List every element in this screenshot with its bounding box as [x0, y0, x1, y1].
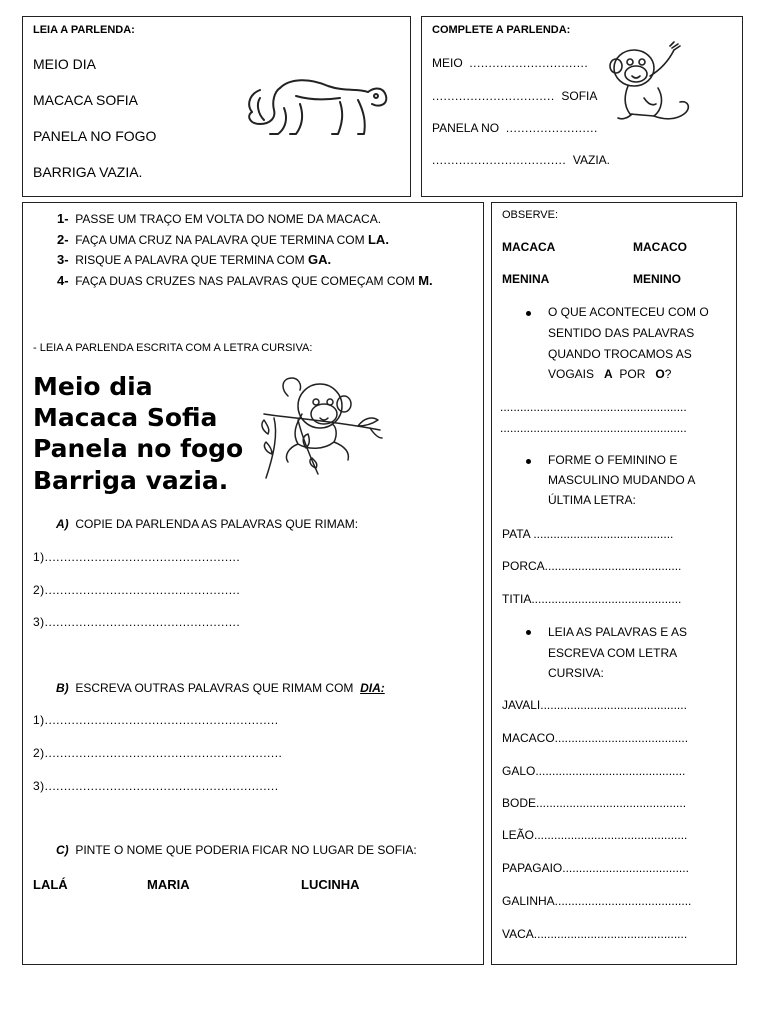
complete-line-3-blank[interactable]: ........................: [505, 121, 598, 135]
question-3-line: LEIA AS PALAVRAS E AS: [548, 625, 687, 639]
question-b-word: DIA:: [360, 681, 385, 695]
complete-line-2: [432, 89, 597, 103]
question-a-text: COPIE DA PARLENDA AS PALAVRAS QUE RIMAM:: [75, 517, 359, 531]
bullet-icon: [526, 630, 531, 635]
monkey-waving-image: [604, 40, 704, 124]
complete-line-1-word: MEIO: [432, 56, 463, 70]
question-1-line: O QUE ACONTECEU COM O: [548, 305, 709, 319]
complete-line-4-blank[interactable]: ...................................: [432, 153, 567, 167]
word-pair-right: MACACO: [633, 240, 687, 254]
question-2-line: ÚLTIMA LETRA:: [548, 493, 636, 507]
question-2-line: MASCULINO MUDANDO A: [548, 473, 696, 487]
answer-line[interactable]: ........................................................: [500, 421, 687, 435]
answer-line[interactable]: ........................................................: [500, 400, 687, 414]
cursive-word[interactable]: MACACO........................................: [502, 731, 689, 745]
monkey-walking-image: [240, 58, 390, 142]
answer-line[interactable]: 3).............................................................: [33, 779, 279, 793]
instruction-text: FAÇA UMA CRUZ NA PALAVRA QUE TERMINA COM: [75, 233, 365, 247]
instruction-3: [57, 252, 331, 267]
monkey-on-branch-image: [258, 374, 386, 486]
instruction-2: [57, 232, 389, 247]
name-option[interactable]: LALÁ: [33, 877, 68, 892]
complete-line-3: [432, 121, 598, 135]
question-b: [56, 681, 385, 695]
complete-line-1-blank[interactable]: ...............................: [469, 56, 589, 70]
bullet-icon: [526, 311, 531, 316]
instruction-bold: GA.: [307, 252, 332, 267]
question-c: [56, 843, 417, 857]
instruction-text: RISQUE A PALAVRA QUE TERMINA COM: [75, 253, 305, 267]
cursive-word[interactable]: BODE.............................................: [502, 796, 687, 810]
instruction-4: [57, 273, 433, 288]
question-a: [56, 517, 358, 531]
question-2-line: FORME O FEMININO E: [548, 453, 678, 467]
question-1-vowel: O: [655, 367, 665, 381]
parlenda-line: MEIO DIA: [33, 56, 97, 72]
cursive-word[interactable]: PAPAGAIO......................................: [502, 861, 689, 875]
question-c-label: C): [56, 843, 69, 857]
word-pair-left: MENINA: [502, 272, 550, 286]
cursive-line: Barriga vazia.: [33, 466, 229, 495]
gender-word[interactable]: PORCA.........................................: [502, 559, 682, 573]
question-a-label: A): [56, 517, 69, 531]
answer-line[interactable]: 1).............................................................: [33, 713, 279, 727]
cursive-word[interactable]: LEÃO..............................................: [502, 828, 688, 842]
answer-line[interactable]: 3)...................................................: [33, 615, 241, 629]
cursive-line: Macaca Sofia: [33, 403, 218, 432]
complete-line-4-word: VAZIA.: [572, 153, 610, 167]
question-3-line: CURSIVA:: [548, 666, 604, 680]
question-1-line: SENTIDO DAS PALAVRAS: [548, 326, 695, 340]
question-1-line-last: [548, 367, 671, 381]
question-3-line: ESCREVA COM LETRA: [548, 646, 678, 660]
name-option[interactable]: MARIA: [147, 877, 190, 892]
complete-line-1: [432, 56, 588, 70]
gender-word[interactable]: PATA ..........................................: [502, 527, 674, 541]
question-1-word: VOGAIS: [548, 367, 595, 381]
question-1-line: QUANDO TROCAMOS AS: [548, 347, 692, 361]
parlenda-line: BARRIGA VAZIA.: [33, 164, 143, 180]
instruction-bold: M.: [418, 273, 433, 288]
question-b-text: ESCREVA OUTRAS PALAVRAS QUE RIMAM COM: [75, 681, 354, 695]
instruction-text: PASSE UM TRAÇO EM VOLTA DO NOME DA MACACA.: [75, 212, 382, 226]
answer-line[interactable]: 1)...................................................: [33, 550, 241, 564]
complete-line-4: [432, 153, 610, 167]
word-pair-left: MACACA: [502, 240, 556, 254]
question-c-text: PINTE O NOME QUE PODERIA FICAR NO LUGAR DE SOFIA:: [75, 843, 417, 857]
name-option[interactable]: LUCINHA: [301, 877, 360, 892]
word-pair-right: MENINO: [633, 272, 681, 286]
cursive-word[interactable]: GALO.............................................: [502, 764, 686, 778]
answer-line[interactable]: 2)...................................................: [33, 583, 241, 597]
cursive-word[interactable]: JAVALI............................................: [502, 698, 687, 712]
complete-parlenda-title: COMPLETE A PARLENDA:: [432, 24, 571, 36]
instruction-1: [57, 211, 381, 226]
question-1-word: POR: [619, 367, 646, 381]
cursive-line: Meio dia: [33, 372, 153, 401]
cursive-word[interactable]: VACA..............................................: [502, 927, 688, 941]
observe-title: OBSERVE:: [502, 209, 559, 221]
bullet-icon: [526, 459, 531, 464]
instruction-bold: LA.: [367, 232, 389, 247]
answer-line[interactable]: 2)..............................................................: [33, 746, 283, 760]
gender-word[interactable]: TITIA.............................................: [502, 592, 682, 606]
question-b-label: B): [56, 681, 69, 695]
instruction-number: 3-: [57, 252, 69, 267]
complete-line-2-blank[interactable]: ................................: [432, 89, 555, 103]
cursive-word[interactable]: GALINHA.........................................: [502, 894, 692, 908]
instruction-text: FAÇA DUAS CRUZES NAS PALAVRAS QUE COMEÇAM COM: [75, 274, 415, 288]
instruction-number: 2-: [57, 232, 69, 247]
question-1-vowel: A: [604, 367, 613, 381]
question-1-mark: ?: [664, 367, 672, 381]
cursive-intro: - LEIA A PARLENDA ESCRITA COM A LETRA CURSIVA:: [33, 342, 313, 354]
parlenda-line: MACACA SOFIA: [33, 92, 139, 108]
parlenda-line: PANELA NO FOGO: [33, 128, 157, 144]
read-parlenda-title: LEIA A PARLENDA:: [33, 24, 135, 36]
instruction-number: 4-: [57, 273, 69, 288]
instruction-number: 1-: [57, 211, 69, 226]
complete-line-3-word: PANELA NO: [432, 121, 500, 135]
complete-line-2-word: SOFIA: [561, 89, 598, 103]
cursive-line: Panela no fogo: [33, 434, 244, 463]
